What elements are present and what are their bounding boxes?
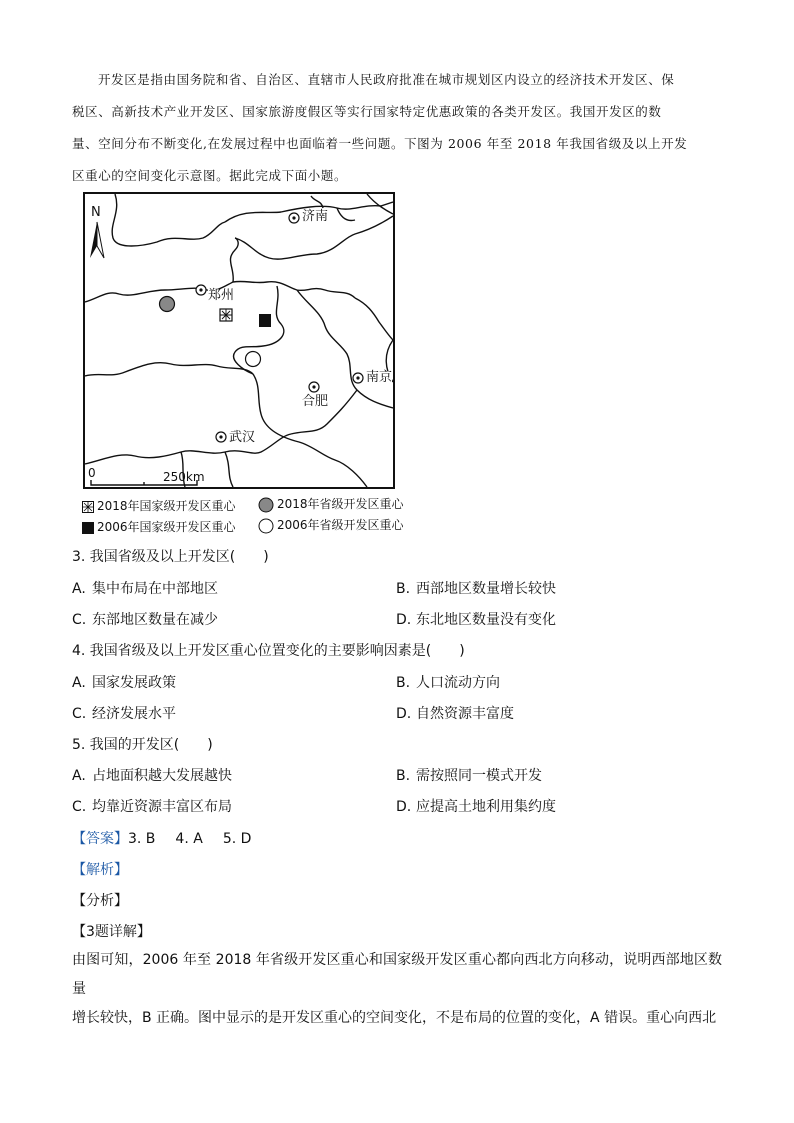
white-circle-icon <box>258 518 274 534</box>
scale-zero-label: 0 <box>88 466 96 480</box>
intro-paragraph <box>72 64 726 192</box>
detail-line: 由图可知，2006 年至 2018 年省级开发区重心和国家级开发区重心都向西北方向移动，说明西部地区数量 <box>72 952 722 997</box>
question-4-stem: 4. 我国省级及以上开发区重心位置变化的主要影响因素是( ) <box>72 643 465 659</box>
question-5-option-c: C. 均靠近资源丰富区布局 <box>72 799 232 815</box>
black-square-icon <box>82 522 94 534</box>
question-3-option-b: B. 西部地区数量增长较快 <box>396 581 556 597</box>
answer-value: 4. A <box>175 831 203 847</box>
detail-heading: 【3题详解】 <box>72 924 151 940</box>
question-5-option-d: D. 应提高土地利用集约度 <box>396 799 556 815</box>
legend-item: 2006年国家级开发区重心 <box>82 518 236 535</box>
city-label-hefei: 合肥 <box>302 394 329 409</box>
intro-line: 税区、高新技术产业开发区、国家旅游度假区等实行国家特定优惠政策的各类开发区。我国开发区的数 <box>72 104 662 119</box>
detail-paragraph <box>72 946 722 1033</box>
question-4-option-d: D. 自然资源丰富度 <box>396 706 514 722</box>
answer-value: 3. B <box>128 831 156 847</box>
map-figure <box>83 192 395 489</box>
centroid-2006-provincial <box>246 352 261 367</box>
question-3-option-d: D. 东北地区数量没有变化 <box>396 612 556 628</box>
gray-circle-icon <box>258 497 274 513</box>
question-3-option-a: A. 集中布局在中部地区 <box>72 581 218 597</box>
scale-distance-label: 250km <box>163 470 205 484</box>
question-4-option-c: C. 经济发展水平 <box>72 706 176 722</box>
city-label-zhengzhou: 郑州 <box>208 288 235 303</box>
question-4-option-a: A. 国家发展政策 <box>72 675 176 691</box>
intro-line: 量、空间分布不断变化,在发展过程中也面临着一些问题。下图为 2006 年至 2018 年我国省级及以上开发 <box>72 136 688 151</box>
centroid-2006-national <box>259 314 271 327</box>
question-5-option-b: B. 需按照同一模式开发 <box>396 768 542 784</box>
answer-value: 5. D <box>222 831 252 847</box>
fenxi-heading: 【分析】 <box>72 893 128 909</box>
answer-line <box>72 828 271 848</box>
legend-item: 2018年国家级开发区重心 <box>82 497 236 514</box>
centroid-2018-provincial <box>160 297 175 312</box>
question-3-stem: 3. 我国省级及以上开发区( ) <box>72 549 269 565</box>
question-4-option-b: B. 人口流动方向 <box>396 675 500 691</box>
intro-line: 区重心的空间变化示意图。据此完成下面小题。 <box>72 168 348 183</box>
city-label-jinan: 济南 <box>302 209 329 224</box>
intro-line: 开发区是指由国务院和省、自治区、直辖市人民政府批准在城市规划区内设立的经济技术开发区、保 <box>98 72 675 87</box>
answer-tag: 【答案】 <box>72 831 128 847</box>
question-5-option-a: A. 占地面积越大发展越快 <box>72 768 232 784</box>
checker-square-icon <box>82 501 94 513</box>
legend-item: 2018年省级开发区重心 <box>258 495 404 513</box>
north-arrow-icon <box>90 222 104 258</box>
question-5-stem: 5. 我国的开发区( ) <box>72 737 213 753</box>
city-label-wuhan: 武汉 <box>229 430 256 445</box>
question-3-option-c: C. 东部地区数量在减少 <box>72 612 218 628</box>
analysis-heading: 【解析】 <box>72 862 128 878</box>
north-label: N <box>91 205 101 220</box>
centroid-2018-national <box>220 309 232 321</box>
legend-item: 2006年省级开发区重心 <box>258 516 404 534</box>
city-label-nanjing: 南京 <box>366 370 393 385</box>
detail-line: 增长较快，B 正确。图中显示的是开发区重心的空间变化，不是布局的位置的变化，A 错误。重心向西北 <box>72 1010 717 1026</box>
